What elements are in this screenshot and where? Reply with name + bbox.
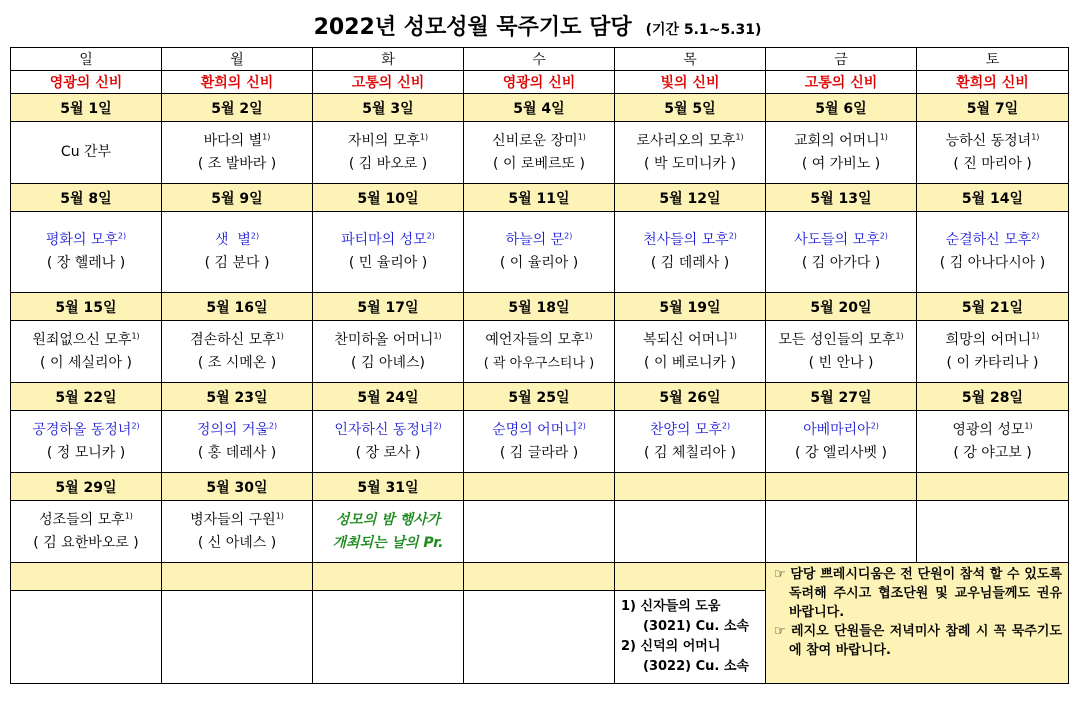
assignment-cell	[464, 122, 615, 184]
empty-cell	[162, 591, 313, 684]
date-cell: 5월 18일	[464, 293, 615, 321]
mystery-sat: 환희의 신비	[917, 71, 1069, 94]
assignee-name: ( 강 엘리사벳 )	[795, 444, 887, 461]
assignee-name: ( 김 바오로 )	[348, 155, 428, 172]
assignment-title: 샛 별	[214, 232, 251, 248]
assignee-name: ( 정 모니카 )	[46, 444, 126, 461]
assignment-title: 자비의 모후	[347, 132, 420, 149]
page-title	[0, 10, 1075, 41]
assignment-title: 병자들의 구원	[190, 511, 276, 528]
assignee-name: ( 신 아녜스 )	[197, 534, 277, 551]
assignment-cell	[917, 122, 1069, 184]
date-cell: 5월 10일	[313, 184, 464, 212]
assignment-title: 천사들의 모후	[643, 232, 729, 248]
footnote-mark: 1)	[895, 330, 904, 340]
assignee-name: ( 장 로사 )	[355, 444, 421, 461]
footnote-mark: 1)	[1031, 131, 1040, 141]
assignment-cell	[766, 321, 917, 383]
footnote-mark: 1)	[584, 330, 593, 340]
assignment-cell	[615, 321, 766, 383]
weekday-wed: 수	[464, 48, 615, 71]
footnote-mark: 1)	[275, 330, 284, 340]
weekday-sat: 토	[917, 48, 1069, 71]
footnote-mark: 1)	[879, 131, 888, 141]
footnote-mark: 2)	[250, 231, 260, 241]
empty-cell	[313, 591, 464, 684]
date-cell: 5월 1일	[11, 94, 162, 122]
assignment-title: 로사리오의 모후	[636, 132, 736, 149]
assignment-title: 원죄없으신 모후	[32, 331, 132, 348]
date-cell: 5월 21일	[917, 293, 1069, 321]
footnote-mark: 2)	[131, 420, 140, 430]
assignment-cell	[313, 411, 464, 473]
assignee-name: ( 김 아녜스)	[351, 354, 425, 371]
assignment-cell	[917, 411, 1069, 473]
assignee-name: ( 장 헬레나 )	[46, 255, 126, 271]
content-row-week3	[11, 321, 1069, 383]
assignment-title: 찬미하올 어머니	[334, 331, 434, 348]
footnote-mark: 1)	[1031, 330, 1040, 340]
date-cell: 5월 14일	[917, 184, 1069, 212]
empty-cell	[313, 563, 464, 591]
assignment-cell	[11, 122, 162, 184]
assignment-cell	[464, 321, 615, 383]
footnote-mark: 1)	[433, 330, 442, 340]
mystery-thu: 빛의 신비	[615, 71, 766, 94]
notice-item-2: ☞ 레지오 단원들은 저녁미사 참례 시 꼭 묵주기도에 참여 바랍니다.	[774, 624, 1062, 658]
assignment-cell	[313, 321, 464, 383]
assignment-cell	[313, 501, 464, 563]
footnote-number: 1)	[621, 599, 636, 614]
assignee-name: ( 김 분다 )	[204, 255, 270, 271]
date-cell: 5월 31일	[313, 473, 464, 501]
assignee-name: ( 홍 데레사 )	[197, 444, 277, 461]
assignee-name: ( 이 로베르또 )	[493, 155, 585, 172]
date-cell: 5월 23일	[162, 383, 313, 411]
assignment-title: 순명의 어머니	[492, 421, 578, 438]
title-period: (기간 5.1~5.31)	[645, 22, 762, 38]
footnote-mark: 2)	[577, 420, 586, 430]
mystery-fri: 고통의 신비	[766, 71, 917, 94]
assignment-cell	[464, 411, 615, 473]
assignee-name: ( 김 데레사 )	[650, 255, 730, 271]
empty-cell	[615, 501, 766, 563]
assignment-cell	[162, 212, 313, 293]
date-cell	[615, 473, 766, 501]
date-cell: 5월 6일	[766, 94, 917, 122]
empty-cell	[917, 501, 1069, 563]
assignment-cell	[11, 212, 162, 293]
assignment-cell	[917, 321, 1069, 383]
notice-item-1: ☞ 담당 쁘레시디움은 전 단원이 참석 할 수 있도록 독려해 주시고 협조단원 및 교우님들께도 권유 바랍니다.	[774, 567, 1062, 620]
date-cell: 5월 5일	[615, 94, 766, 122]
date-cell: 5월 8일	[11, 184, 162, 212]
date-cell: 5월 15일	[11, 293, 162, 321]
date-cell: 5월 29일	[11, 473, 162, 501]
assignment-title: 아베마리아	[803, 421, 871, 438]
mystery-wed: 영광의 신비	[464, 71, 615, 94]
mystery-row	[11, 71, 1069, 94]
assignee-name: ( 민 율리아 )	[348, 255, 428, 271]
date-cell: 5월 24일	[313, 383, 464, 411]
empty-cell	[162, 563, 313, 591]
weekday-mon: 월	[162, 48, 313, 71]
date-cell: 5월 13일	[766, 184, 917, 212]
assignment-title: 순결하신 모후	[945, 232, 1032, 248]
date-row-week1	[11, 94, 1069, 122]
footnote-mark: 1)	[1024, 420, 1033, 430]
mystery-mon: 환희의 신비	[162, 71, 313, 94]
date-cell: 5월 19일	[615, 293, 766, 321]
assignment-title: 예언자들의 모후	[485, 331, 585, 348]
date-cell: 5월 27일	[766, 383, 917, 411]
date-row-week4	[11, 383, 1069, 411]
footnote-2	[621, 637, 759, 657]
footnote-mark: 1)	[735, 131, 744, 141]
assignment-title: 능하신 동정녀	[945, 132, 1032, 149]
weekday-fri: 금	[766, 48, 917, 71]
assignment-title: 공경하올 동정녀	[32, 421, 132, 438]
assignment-title: 영광의 성모	[952, 421, 1025, 438]
footnote-mark: 1)	[262, 131, 271, 141]
assignment-note: 개최되는 날의 Pr.	[332, 534, 444, 551]
assignment-title: 교회의 어머니	[794, 132, 880, 149]
assignment-title: 복되신 어머니	[643, 331, 729, 348]
date-cell	[917, 473, 1069, 501]
footnote-mark: 1)	[577, 131, 586, 141]
assignee-name: ( 김 글라라 )	[499, 444, 579, 461]
assignment-cell	[615, 122, 766, 184]
assignment-cell	[615, 411, 766, 473]
assignment-cell	[766, 122, 917, 184]
empty-cell	[766, 501, 917, 563]
date-cell: 5월 2일	[162, 94, 313, 122]
date-cell: 5월 4일	[464, 94, 615, 122]
footnote-1	[621, 597, 759, 617]
date-cell: 5월 26일	[615, 383, 766, 411]
title-text: 2022년 성모성월 묵주기도 담당	[313, 15, 632, 40]
footnote-group: 신자들의 도움	[640, 599, 721, 614]
footnote-mark: 2)	[117, 231, 127, 241]
weekday-header-row	[11, 48, 1069, 71]
assignment-title: 신비로운 장미	[492, 132, 578, 149]
assignee-name: ( 이 율리아 )	[499, 255, 579, 271]
mystery-tue: 고통의 신비	[313, 71, 464, 94]
assignee-name: ( 조 시메온 )	[197, 354, 277, 371]
blank-highlight-row	[11, 563, 1069, 591]
empty-cell	[464, 501, 615, 563]
assignment-cell	[313, 122, 464, 184]
assignment-cell	[464, 212, 615, 293]
assignment-cell	[162, 122, 313, 184]
date-row-week2	[11, 184, 1069, 212]
rosary-schedule-table	[10, 47, 1069, 684]
date-cell: 5월 11일	[464, 184, 615, 212]
content-row-week2	[11, 212, 1069, 293]
date-cell: 5월 30일	[162, 473, 313, 501]
date-cell: 5월 3일	[313, 94, 464, 122]
date-cell: 5월 25일	[464, 383, 615, 411]
footnote-mark: 2)	[728, 231, 737, 241]
assignment-cell	[162, 501, 313, 563]
empty-cell	[464, 563, 615, 591]
assignment-cell	[11, 321, 162, 383]
footnote-mark: 2)	[268, 420, 278, 430]
empty-cell	[615, 563, 766, 591]
date-row-week5	[11, 473, 1069, 501]
date-cell: 5월 9일	[162, 184, 313, 212]
assignee-name: ( 곽 아우구스티나 )	[483, 355, 595, 371]
footnote-1-detail: (3021) Cu. 소속	[643, 619, 749, 634]
empty-cell	[464, 591, 615, 684]
assignment-title: 모든 성인들의 모후	[778, 331, 896, 348]
assignment-title: 정의의 거울	[196, 421, 269, 438]
date-cell: 5월 20일	[766, 293, 917, 321]
weekday-sun: 일	[11, 48, 162, 71]
footnote-mark: 1)	[131, 330, 140, 340]
weekday-tue: 화	[313, 48, 464, 71]
date-cell: 5월 17일	[313, 293, 464, 321]
weekday-thu: 목	[615, 48, 766, 71]
assignment-cell	[766, 212, 917, 293]
footnote-mark: 2)	[433, 420, 442, 430]
date-cell: 5월 7일	[917, 94, 1069, 122]
date-cell: 5월 22일	[11, 383, 162, 411]
footnote-mark: 1)	[419, 131, 429, 141]
assignment-title: 하늘의 문	[505, 232, 565, 248]
assignment-title: Cu 간부	[60, 144, 112, 160]
footnote-mark: 2)	[564, 231, 573, 241]
footnote-2-detail: (3022) Cu. 소속	[643, 659, 749, 674]
assignment-cell	[917, 212, 1069, 293]
footnote-mark: 2)	[426, 231, 435, 241]
assignee-name: ( 조 발바라 )	[197, 155, 277, 172]
assignee-name: ( 강 야고보 )	[953, 444, 1032, 461]
assignee-name: ( 이 세실리아 )	[40, 354, 132, 371]
assignment-title: 희망의 어머니	[945, 331, 1032, 348]
assignment-cell	[615, 212, 766, 293]
date-cell	[766, 473, 917, 501]
assignee-name: ( 진 마리아 )	[953, 155, 1032, 172]
assignment-title: 성조들의 모후	[39, 511, 125, 528]
footnote-mark: 1)	[124, 510, 133, 520]
assignee-name: ( 김 체칠리아 )	[644, 444, 736, 461]
assignee-name: ( 여 가비노 )	[801, 155, 881, 172]
assignment-cell	[313, 212, 464, 293]
assignment-title: 평화의 모후	[45, 232, 118, 248]
footnote-number: 2)	[621, 639, 636, 654]
content-row-week1	[11, 122, 1069, 184]
footnote-group: 신덕의 어머니	[640, 639, 721, 654]
date-row-week3	[11, 293, 1069, 321]
footnote-mark: 1)	[275, 510, 284, 520]
date-cell: 5월 16일	[162, 293, 313, 321]
notice-box	[766, 563, 1069, 684]
footnote-mark: 1)	[728, 330, 737, 340]
assignee-name: ( 김 아가다 )	[801, 255, 881, 271]
assignment-cell	[11, 411, 162, 473]
date-cell: 5월 12일	[615, 184, 766, 212]
footnote-mark: 2)	[1031, 231, 1040, 241]
content-row-week4	[11, 411, 1069, 473]
assignee-name: ( 박 도미니카 )	[644, 155, 736, 172]
assignee-name: ( 김 아나다시아 )	[939, 255, 1046, 271]
assignment-cell	[11, 501, 162, 563]
assignment-title: 사도들의 모후	[794, 232, 880, 248]
footnote-mark: 2)	[721, 420, 731, 430]
mystery-sun: 영광의 신비	[11, 71, 162, 94]
date-cell: 5월 28일	[917, 383, 1069, 411]
assignment-title: 겸손하신 모후	[190, 331, 276, 348]
assignment-cell	[766, 411, 917, 473]
assignee-name: ( 이 베로니카 )	[644, 354, 736, 371]
assignment-title: 파티마의 성모	[341, 232, 427, 248]
footnote-legend	[615, 591, 766, 684]
date-cell	[464, 473, 615, 501]
footnote-mark: 2)	[870, 420, 879, 430]
assignment-title: 성모의 밤 행사가	[335, 511, 441, 528]
assignee-name: ( 김 요한바오로 )	[33, 534, 139, 551]
assignment-title: 찬양의 모후	[649, 421, 722, 438]
assignment-cell	[162, 411, 313, 473]
empty-cell	[11, 563, 162, 591]
assignee-name: ( 빈 안나 )	[808, 354, 874, 371]
assignment-cell	[162, 321, 313, 383]
assignee-name: ( 이 카타리나 )	[946, 354, 1039, 371]
empty-cell	[11, 591, 162, 684]
content-row-week5	[11, 501, 1069, 563]
assignment-title: 인자하신 동정녀	[334, 421, 434, 438]
footnote-mark: 2)	[879, 231, 888, 241]
assignment-title: 바다의 별	[203, 132, 263, 149]
